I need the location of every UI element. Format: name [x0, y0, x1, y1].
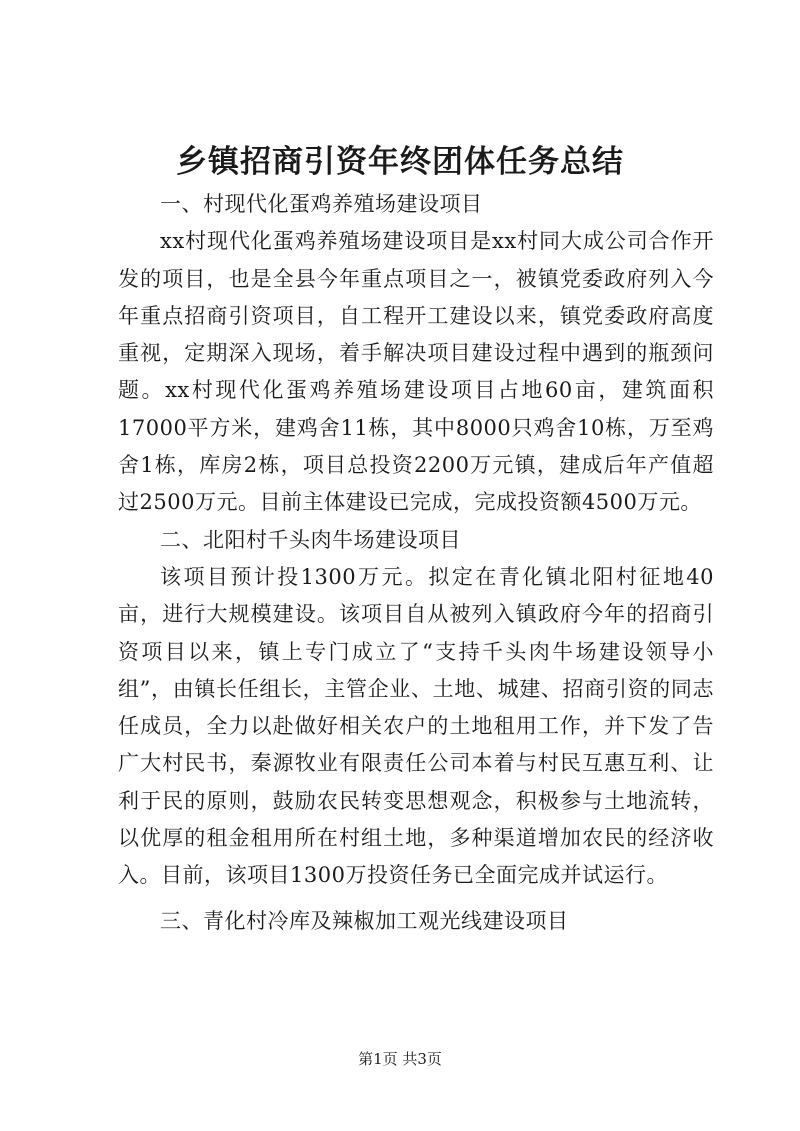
document-title: 乡镇招商引资年终团体任务总结	[176, 144, 624, 180]
section-heading-1: 一、村现代化蛋鸡养殖场建设项目	[160, 192, 483, 216]
section-heading-2: 二、北阳村千头肉牛场建设项目	[160, 527, 461, 552]
paragraph-1: xx村现代化蛋鸡养殖场建设项目是xx村同大成公司合作开发的项目，也是全县今年重点项目之一，被镇党委政府列入今年重点招商引资项目，自工程开工建设以来，镇党委政府高度重视，定期深入现场，着手解决项目建设过程中遇到的瓶颈问题。xx村现代化蛋鸡养殖场建设项目占地60亩，建筑面积17000平方米，建鸡舍11栋，其中8000只鸡舍10栋，万至鸡舍1栋，库房2栋，项目总投资2200万元镇，建成后年产值超过2500万元。目前主体建设已完成，完成投资额4500万元。	[118, 229, 714, 515]
page-number-footer: 第1页 共3页	[358, 1050, 442, 1068]
paragraph-2: 该项目预计投1300万元。拟定在青化镇北阳村征地40亩，进行大规模建设。该项目自从被列入镇政府今年的招商引资项目以来，镇上专门成立了“支持千头肉牛场建设领导小组”，由镇长任组长，主管企业、土地、城建、招商引资的同志任成员，全力以赴做好相关农户的土地租用工作，并下发了告广大村民书，秦源牧业有限责任公司本着与村民互惠互利、让利于民的原则，鼓励农民转变思想观念，积极参与土地流转，以优厚的租金租用所在村组土地，多种渠道增加农民的经济收入。目前，该项目1300万投资任务已全面完成并试运行。	[118, 564, 714, 888]
section-heading-3: 三、青化村冷库及辣椒加工观光线建设项目	[160, 908, 569, 933]
document-body	[118, 186, 714, 940]
